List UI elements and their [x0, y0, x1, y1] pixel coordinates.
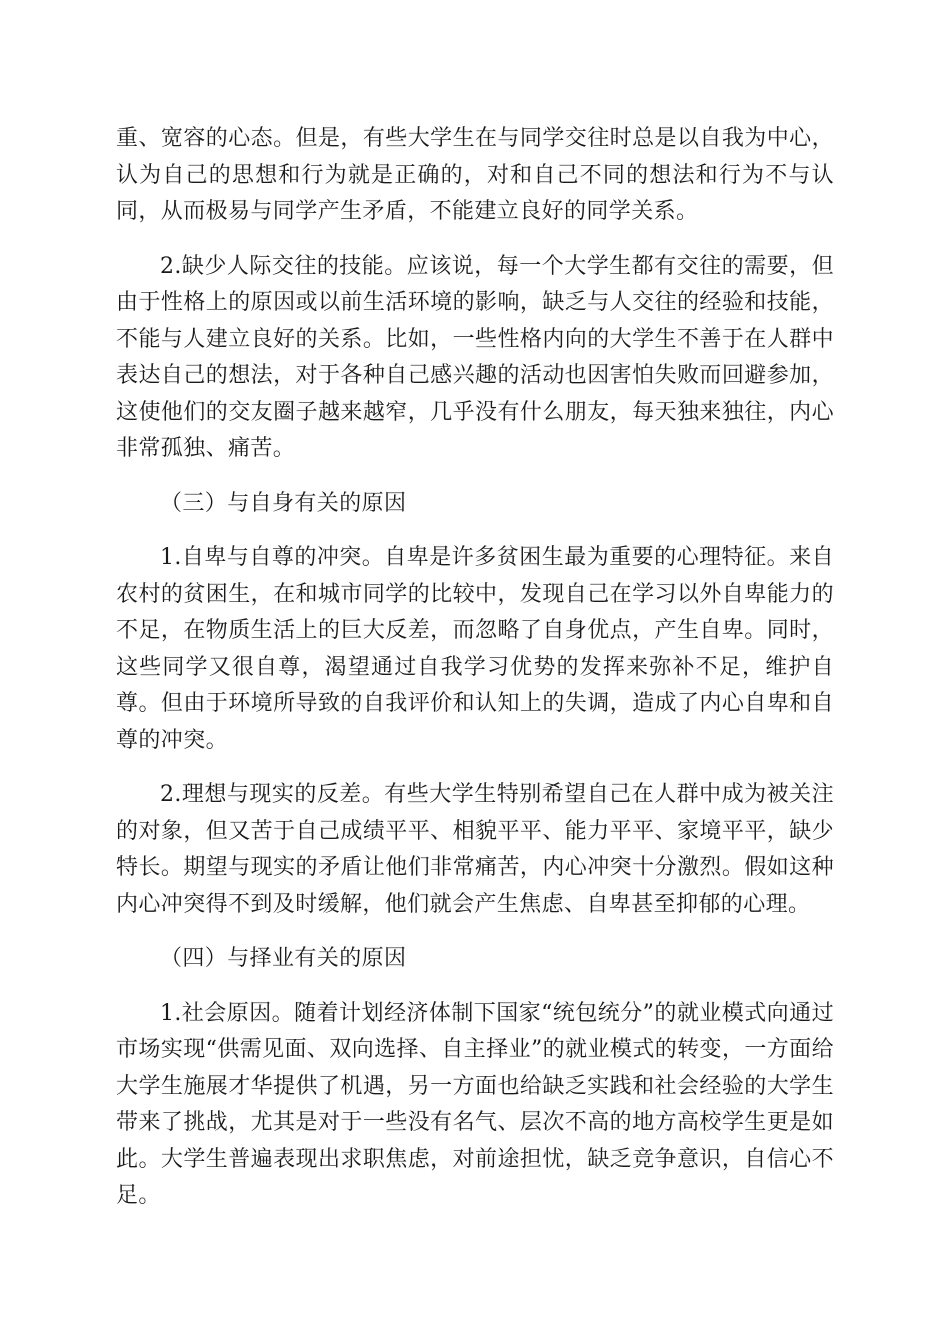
document-page: [116, 121, 834, 1233]
section-heading-career-causes: （四）与择业有关的原因: [160, 946, 407, 971]
section-heading-self-causes: （三）与自身有关的原因: [160, 490, 407, 516]
paragraph-social-causes: 1.社会原因。随着计划经济体制下国家“统包统分”的就业模式向通过市场实现“供需见面、双向选择、自主择业”的就业模式的转变，一方面给大学生施展才华提供了机遇，另一方面也给缺乏实践和社会经验的大学生带来了挑战，尤其是对于一些没有名气、层次不高的地方高校学生更是如此。大学生普遍表现出求职焦虑，对前途担忧，缺乏竞争意识，自信心不足。: [116, 1000, 834, 1208]
paragraph-inferiority-self-esteem: 1.自卑与自尊的冲突。自卑是许多贫困生最为重要的心理特征。来自农村的贫困生，在和城市同学的比较中，发现自己在学习以外自卑能力的不足，在物质生活上的巨大反差，而忽略了自身优点，产生自卑。同时，这些同学又很自尊，渴望通过自我学习优势的发挥来弥补不足，维护自尊。但由于环境所导致的自我评价和认知上的失调，造成了内心自卑和自尊的冲突。: [116, 545, 834, 753]
paragraph-interpersonal-skills: 2.缺少人际交往的技能。应该说，每一个大学生都有交往的需要，但由于性格上的原因或以前生活环境的影响，缺乏与人交往的经验和技能，不能与人建立良好的关系。比如，一些性格内向的大学生不善于在人群中表达自己的想法，对于各种自己感兴趣的活动也因害怕失败而回避参加，这使他们的交友圈子越来越窄，几乎没有什么朋友，每天独来独往，内心非常孤独、痛苦。: [116, 253, 834, 461]
paragraph-intro-continuation: 重、宽容的心态。但是，有些大学生在与同学交往时总是以自我为中心，认为自己的思想和行为就是正确的，对和自己不同的想法和行为不与认同，从而极易与同学产生矛盾，不能建立良好的同学关系。: [116, 126, 834, 224]
paragraph-ideal-vs-reality: 2.理想与现实的反差。有些大学生特别希望自己在人群中成为被关注的对象，但又苦于自己成绩平平、相貌平平、能力平平、家境平平，缺少特长。期望与现实的矛盾让他们非常痛苦，内心冲突十分激烈。假如这种内心冲突得不到及时缓解，他们就会产生焦虑、自卑甚至抑郁的心理。: [116, 782, 834, 917]
